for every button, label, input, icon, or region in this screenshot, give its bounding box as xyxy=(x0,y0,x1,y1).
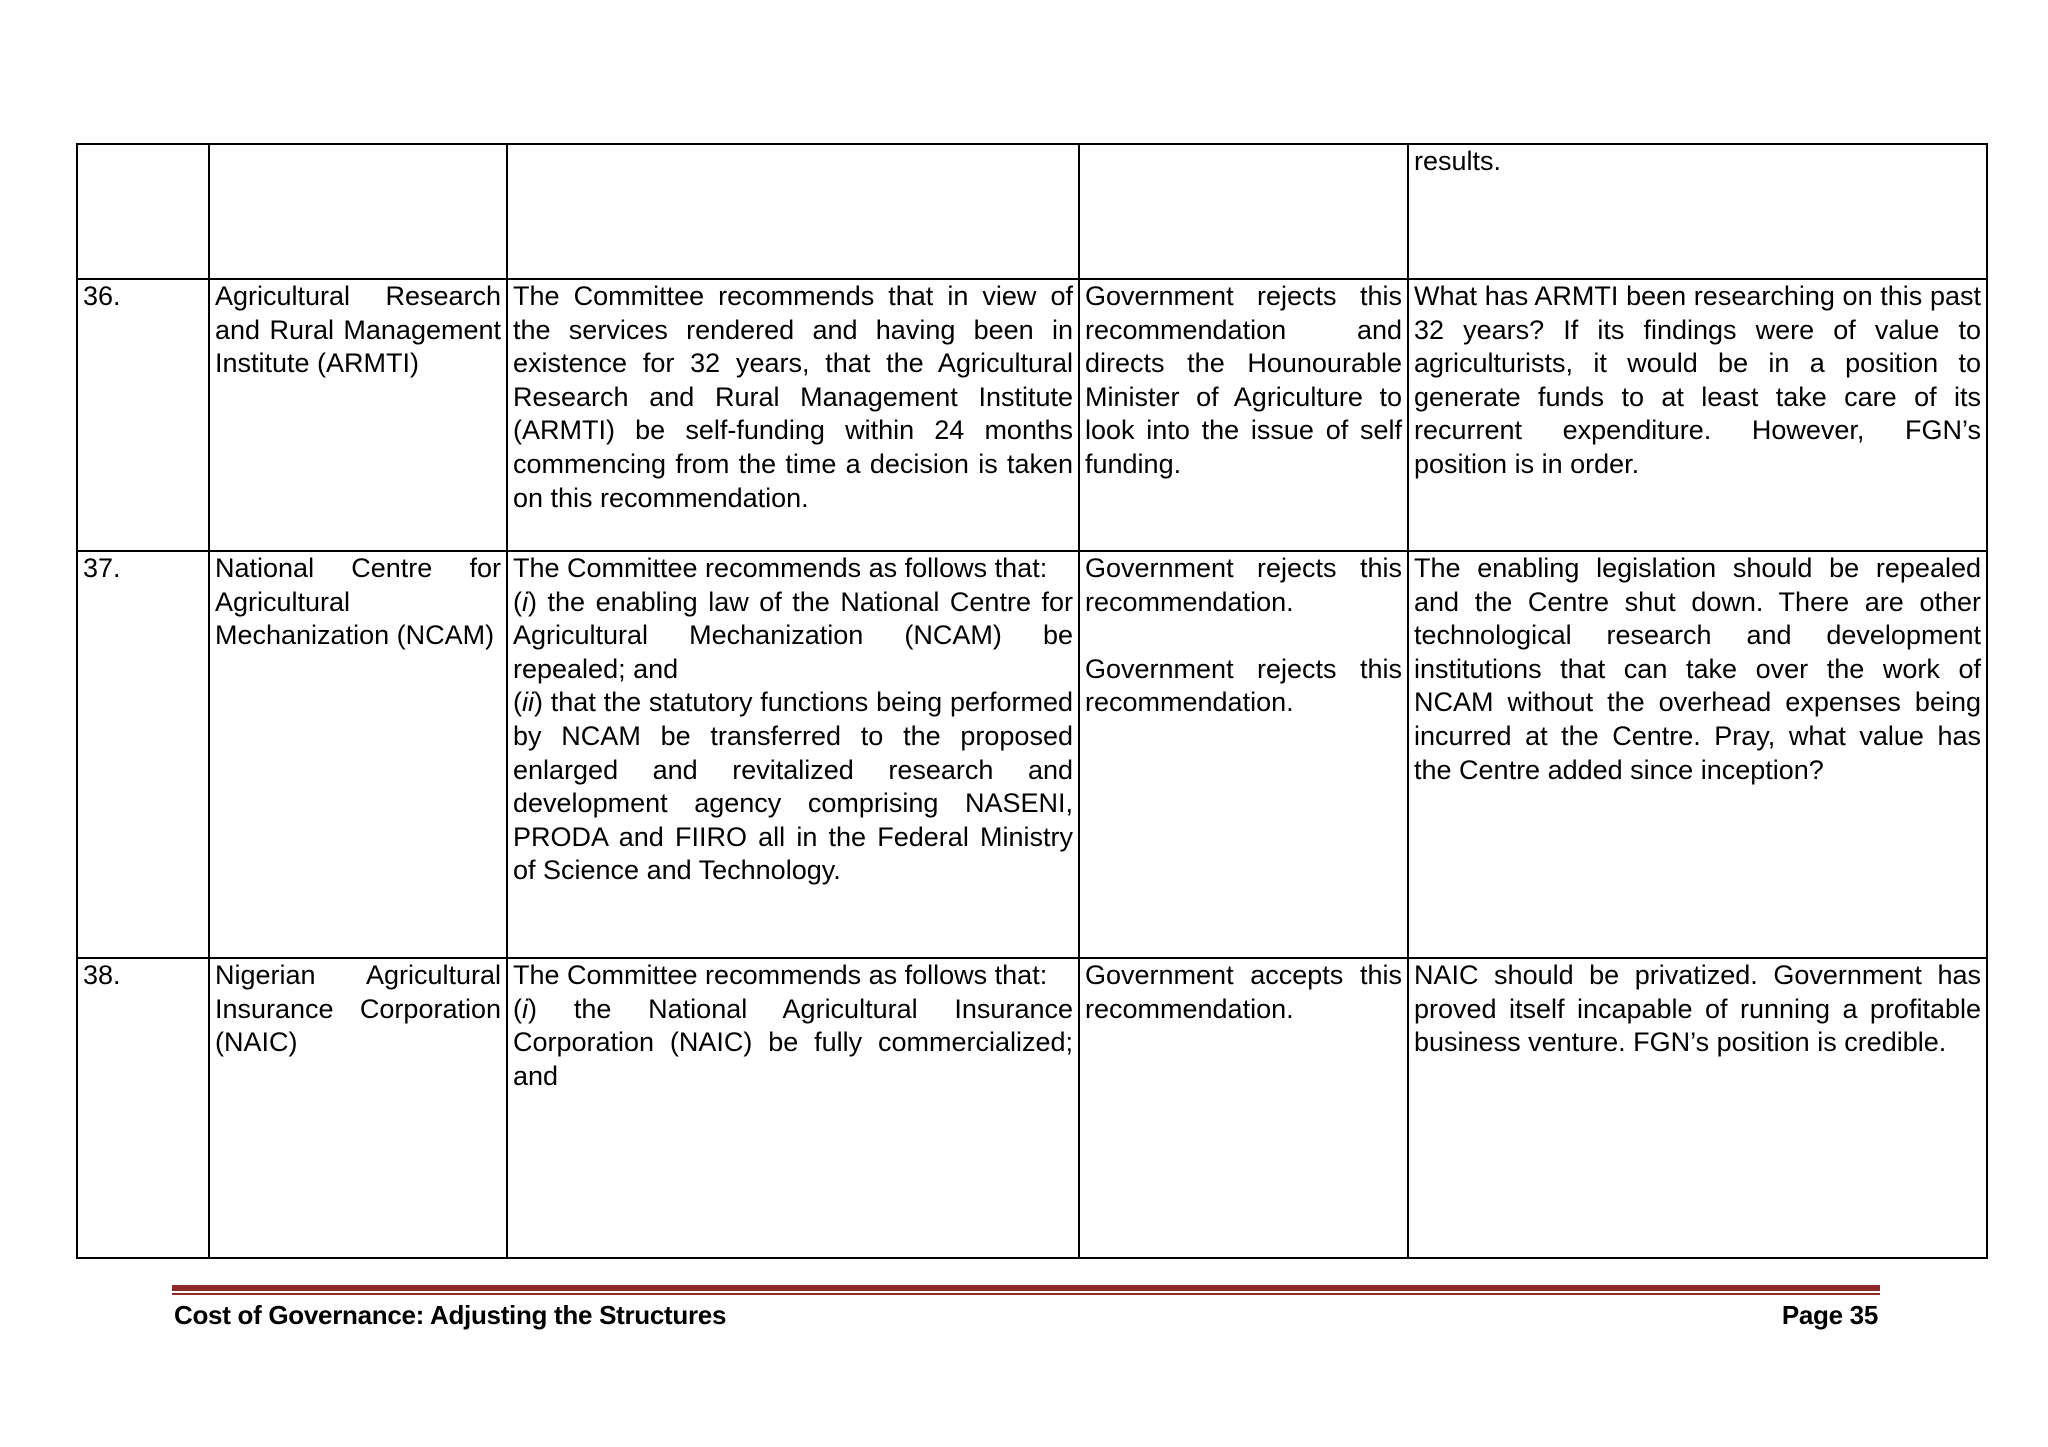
row-number-cell xyxy=(77,144,209,279)
comment-cell: results. xyxy=(1408,144,1987,279)
recommendation-cell xyxy=(507,144,1079,279)
recommendations-table xyxy=(76,143,1988,1259)
government-response-2: Government rejects this recommendation. xyxy=(1085,653,1402,718)
comment-cell: NAIC should be privatized. Government has proved itself incapable of running a profitable business venture. FGN’s position is credible. xyxy=(1408,958,1987,1258)
item-label: i xyxy=(522,993,528,1024)
government-response-1: Government rejects this recommendation. xyxy=(1085,553,1402,617)
recommendation-intro: The Committee recommends as follows that: xyxy=(513,553,1048,583)
footer-page-number: Page 35 xyxy=(1781,1300,1878,1330)
government-response-cell: Government rejects this recommendation and directs the Hounourable Minister of Agriculture to look into the issue of self funding. xyxy=(1079,279,1408,551)
recommendation-item: (i) the enabling law of the National Centre for Agricultural Mechanization (NCAM) be repealed; and xyxy=(513,586,1073,684)
agency-cell xyxy=(209,144,507,279)
recommendation-cell xyxy=(507,551,1079,958)
recommendation-item: (ii) that the statutory functions being performed by NCAM be transferred to the proposed enlarged and revitalized research and development agency comprising NASENI, PRODA and FIIRO all in the Federal Ministry of Science and Technology. xyxy=(513,687,1073,886)
item-text: the National Agricultural Insurance Corporation (NAIC) be fully commercialized; and xyxy=(513,993,1073,1091)
agency-cell: Agricultural Research and Rural Management Institute (ARMTI) xyxy=(209,279,507,551)
government-response-cell xyxy=(1079,551,1408,958)
government-response-cell xyxy=(1079,144,1408,279)
footer-divider xyxy=(172,1285,1880,1295)
table-row xyxy=(77,144,1987,279)
table-row xyxy=(77,958,1987,1258)
comment-cell: What has ARMTI been researching on this past 32 years? If its findings were of value to agriculturists, it would be in a position to generate funds to at least take care of its recurrent expenditure. However, FGN’s position is in order. xyxy=(1408,279,1987,551)
table-row xyxy=(77,551,1987,958)
row-number-cell: 36. xyxy=(77,279,209,551)
agency-cell: National Centre for Agricultural Mechanization (NCAM) xyxy=(209,551,507,958)
item-label: i xyxy=(522,586,528,617)
spacer xyxy=(1085,619,1402,653)
item-text: the enabling law of the National Centre for Agricultural Mechanization (NCAM) be repealed; and xyxy=(513,586,1073,684)
recommendation-cell: The Committee recommends that in view of the services rendered and having been in existence for 32 years, that the Agricultural Research and Rural Management Institute (ARMTI) be self-funding within 24 months commencing from the time a decision is taken on this recommendation. xyxy=(507,279,1079,551)
table-row xyxy=(77,279,1987,551)
item-text: that the statutory functions being performed by NCAM be transferred to the proposed enlarged and revitalized research and development agency comprising NASENI, PRODA and FIIRO all in the Federal Ministry of Science and Technology. xyxy=(513,687,1073,886)
recommendation-cell xyxy=(507,958,1079,1258)
comment-cell: The enabling legislation should be repealed and the Centre shut down. There are other technological research and development institutions that can take over the work of NCAM without the overhead expenses being incurred at the Centre. Pray, what value has the Centre added since inception? xyxy=(1408,551,1987,958)
government-response-cell: Government accepts this recommendation. xyxy=(1079,958,1408,1258)
agency-cell: Nigerian Agricultural Insurance Corporation (NAIC) xyxy=(209,958,507,1258)
footer-divider-thin xyxy=(172,1293,1880,1295)
row-number-cell: 38. xyxy=(77,958,209,1258)
recommendation-item: (i) the National Agricultural Insurance Corporation (NAIC) be fully commercialized; and xyxy=(513,993,1073,1091)
footer-divider-thick xyxy=(172,1285,1880,1291)
item-label: ii xyxy=(522,687,534,718)
recommendation-intro: The Committee recommends as follows that: xyxy=(513,960,1048,990)
row-number-cell: 37. xyxy=(77,551,209,958)
footer-document-title: Cost of Governance: Adjusting the Structures xyxy=(174,1300,727,1330)
